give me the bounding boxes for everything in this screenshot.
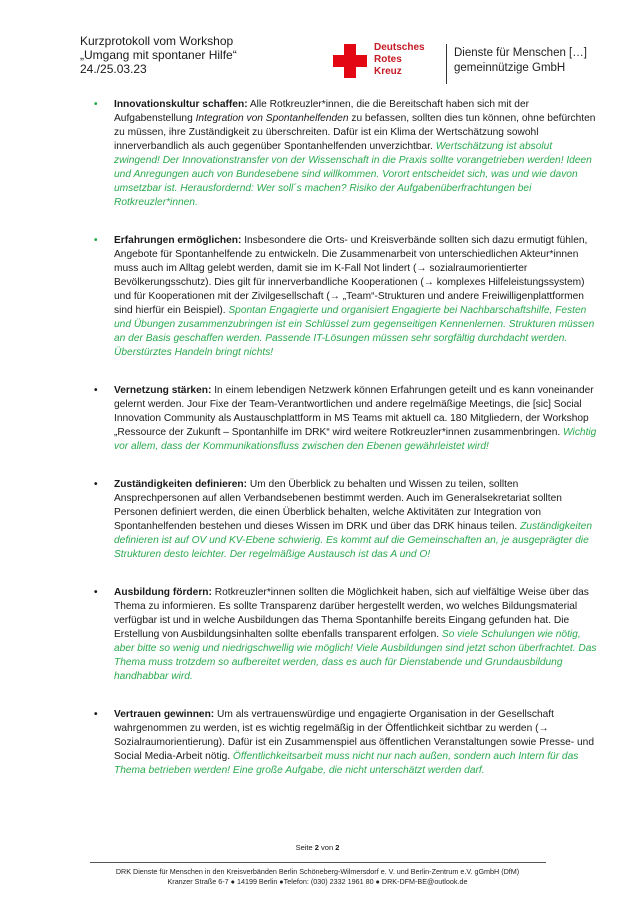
item-title: Vernetzung stärken: bbox=[114, 385, 212, 396]
bullet-icon: • bbox=[94, 587, 98, 598]
item-text: Alle Rotkreuzler*innen, die die Bereitschaft haben sich mit der Aufgabenstellung bbox=[114, 99, 530, 124]
footer-divider bbox=[90, 862, 546, 863]
list-item bbox=[92, 586, 600, 684]
drk-wordmark: Deutsches Rotes Kreuz bbox=[374, 42, 425, 77]
item-text-italic: Integration von Spontanhelfenden bbox=[195, 113, 349, 124]
item-comment: So viele Schulungen wie nötig, aber bitte so wenig und niedrigschwellig wie möglich! Viele Ausbildungen sind jetzt schon überfrachtet. Das Thema muss trotzdem so aufbereitet werden, dass es auch für Dienstabende und Grundausbildung handhabbar wird. bbox=[114, 629, 597, 682]
protocol-content bbox=[92, 98, 600, 802]
bullet-icon: • bbox=[94, 709, 98, 720]
list-item bbox=[92, 708, 600, 778]
item-comment: Wichtig vor allem, dass der Kommunikationsfluss zwischen den Ebenen gewährleistet wird! bbox=[114, 427, 597, 452]
item-text: Um als vertrauenswürdige und engagierte Organisation in der Gesellschaft wahrgenommen zu werden, ist es wichtig regelmäßig in der Öffentlichkeit sichtbar zu werden (→ Sozialraumorientierung). Dafür ist ein Zusammenspiel aus öffentlichen Veranstaltungen sowie Presse- und Social Media-Arbeit nötig. bbox=[114, 709, 595, 762]
title-line: „Umgang mit spontaner Hilfe“ bbox=[80, 48, 237, 62]
title-line: Kurzprotokoll vom Workshop bbox=[80, 34, 234, 48]
item-text: Insbesondere die Orts- und Kreisverbände sollten sich dazu ermutigt fühlen, Angebote für Spontanhelfende zu entwickeln. Die Zusammenarbeit von unterschiedlichen Akteur*innen muss auch im Alltag gelebt werden, damit sie im K-Fall Not lindert (→ sozialraumorientierter Bevölkerungsschutz). Dies gilt für innerverbandliche Kooperationen (→ komplexes Hilfeleistungssystem) und für Kooperationen mit der Zivilgesellschaft (→ „Team“-Strukturen und andere Freiwilligenplattformen sind hierfür ein Beispiel). bbox=[114, 235, 588, 316]
item-text: Um den Überblick zu behalten und Wissen zu teilen, sollten Ansprechpersonen auf allen Verbandsebenen bestimmt werden. Auch im Generalsekretariat sollten Personen definiert werden, die einen Überblick behalten, welche Aktivitäten zur Integration von Spontanhelfenden bestehen und dieses Wissen im DRK und über das DRK hinaus teilen. bbox=[114, 479, 562, 532]
bullet-icon: • bbox=[94, 99, 98, 110]
item-comment: Zuständigkeiten definieren ist auf OV und KV-Ebene schwierig. Es kommt auf die Gemeinschaften an, je ausgeprägter die Strukturen desto leichter. Der regelmäßige Austausch ist das A und O! bbox=[114, 521, 592, 560]
title-date: 24./25.03.23 bbox=[80, 62, 147, 76]
logo-divider bbox=[446, 44, 447, 84]
item-title: Ausbildung fördern: bbox=[114, 587, 212, 598]
list-item bbox=[92, 384, 600, 454]
red-cross-icon bbox=[333, 44, 367, 78]
document-title bbox=[80, 34, 237, 76]
item-comment: Öffentlichkeitsarbeit muss nicht nur nach außen, sondern auch Intern für das Thema betrieben werden! Eine große Aufgabe, die nicht unterschätzt werden darf. bbox=[114, 751, 579, 776]
footer-contact: Kranzer Straße 6-7 ● 14199 Berlin ●Telefon: (030) 2332 1961 80 ● DRK-DFM-BE@outlook.de bbox=[167, 877, 468, 886]
bullet-icon: • bbox=[94, 385, 98, 396]
item-title: Zuständigkeiten definieren: bbox=[114, 479, 248, 490]
page-footer bbox=[0, 867, 635, 887]
list-item bbox=[92, 98, 600, 210]
page-number: Seite 2 von 2 bbox=[295, 843, 340, 852]
item-title: Innovationskultur schaffen: bbox=[114, 99, 248, 110]
item-comment: Wertschätzung ist absolut zwingend! Der Innovationstransfer von der Wissenschaft in die Praxis sollte vorangetrieben werden! Ideen und Anregungen auch von Bundesebene sind willkommen. Vorort entscheidet sich, was und wie davon umsetzbar ist. Herausfordernd: Wer soll´s machen? Risiko der Aufgabenüberfrachtungen bei Rotkreuzler*innen. bbox=[114, 141, 592, 208]
footer-organization: DRK Dienste für Menschen in den Kreisverbänden Berlin Schöneberg-Wilmersdorf e. V. und Berlin-Zentrum e.V. gGmbH (DfM) bbox=[115, 867, 520, 876]
list-item bbox=[92, 234, 600, 360]
item-comment: Spontan Engagierte und organisiert Engagierte bei Nachbarschaftshilfe, Festen und Übungen zusammenzubringen ist ein Schlüssel zum gegenseitigen Kennenlernen. Strukturen müssen an der Basis geschaffen werden. Passende IT-Lösungen müssen sehr sorgfältig durchdacht werden. Überstürztes Handeln bringt nichts! bbox=[114, 305, 595, 358]
item-title: Erfahrungen ermöglichen: bbox=[114, 235, 242, 246]
bullet-icon: • bbox=[94, 479, 98, 490]
list-item bbox=[92, 478, 600, 562]
bullet-icon: • bbox=[94, 235, 98, 246]
item-text: Rotkreuzler*innen sollten die Möglichkeit haben, sich auf vielfältige Weise über das Thema zu informieren. Es sollte Transparenz darüber hergestellt werden, wo welches Bildungsmaterial verfügbar ist und in welche Ausbildungen das Thema Spontanhilfe bereits Eingang gefunden hat. Die Erstellung von Ausbildungsinhalten sollte ebenfalls transparent erfolgen. bbox=[114, 587, 589, 640]
item-title: Vertrauen gewinnen: bbox=[114, 709, 215, 720]
organization-name: Dienste für Menschen […] gemeinnützige GmbH bbox=[454, 47, 587, 74]
page-header bbox=[0, 0, 635, 100]
item-text: In einem lebendigen Netzwerk können Erfahrungen geteilt und es kann voneinander gelernt werden. Jour Fixe der Team-Verantwortlichen und andere regelmäßige Meetings, die [sic] Social Innovation Community als Austauschplattform in MS Teams mit aktuell ca. 180 Mitgliedern, der Workshop „Ressource der Zukunft – Spontanhilfe im DRK“ wird weitere Rotkreuzler*innen zusammenbringen. bbox=[114, 385, 594, 438]
item-text: zu befassen, sollten dies tun können, ohne befürchten zu müssen, ihre Zuständigkeit zu überschreiten. Dafür ist ein Klima der Wertschätzung sowohl innerverbandlich als auch gegenüber Spontanhelfenden unverzichtbar. bbox=[114, 113, 596, 152]
